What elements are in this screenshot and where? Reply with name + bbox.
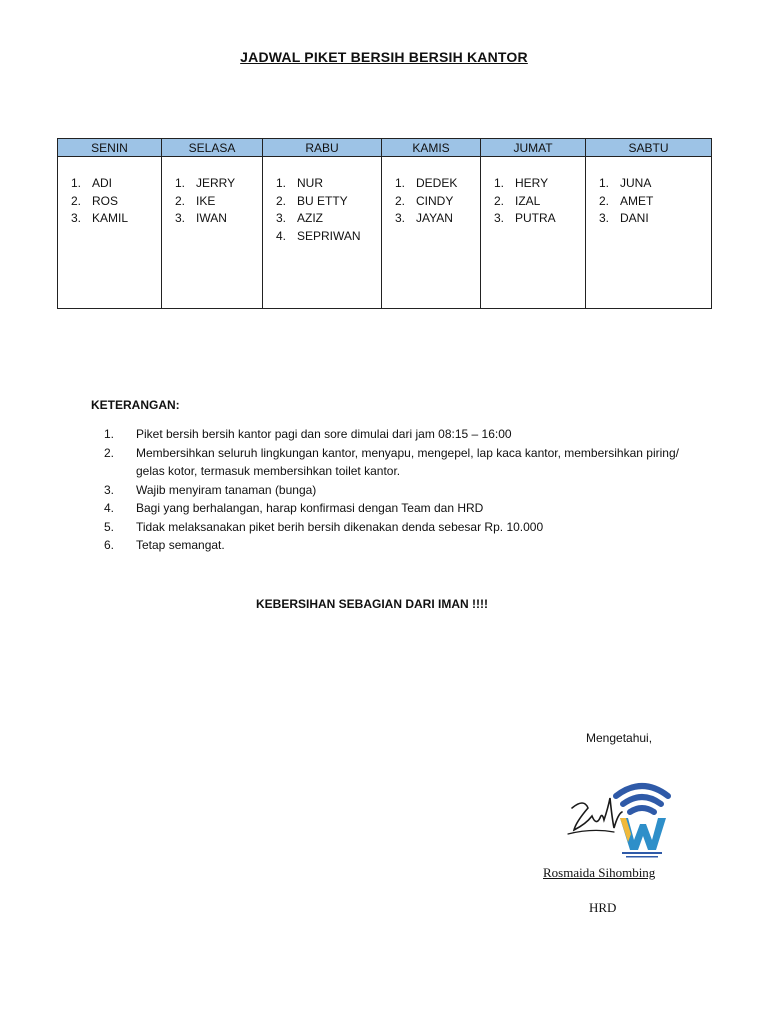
staff-name: IWAN — [196, 211, 227, 225]
schedule-header-row — [58, 139, 712, 157]
staff-name: HERY — [515, 176, 549, 190]
list-item: 1. ADI — [58, 175, 161, 193]
staff-name: IZAL — [515, 193, 541, 208]
day-cell-selasa — [162, 157, 263, 309]
staff-name: DEDEK — [416, 176, 458, 190]
staff-name: JERRY — [196, 176, 236, 190]
signer-role: HRD — [589, 900, 617, 915]
staff-name: ADI — [92, 176, 113, 190]
staff-name: PUTRA — [515, 211, 556, 225]
list-item: 2. BU ETTY — [263, 193, 381, 211]
list-item: 3. PUTRA — [481, 210, 585, 228]
list-item: 3. JAYAN — [382, 210, 480, 228]
logo-icon — [562, 768, 674, 860]
staff-name: CINDY — [416, 193, 454, 208]
list-item: 1. NUR — [263, 175, 381, 193]
day-header-selasa: SELASA — [162, 139, 263, 157]
name-list — [263, 175, 381, 245]
note-text: Wajib menyiram tanaman (bunga) — [136, 482, 317, 497]
list-item: 3. IWAN — [162, 210, 262, 228]
note-item: 5. Tidak melaksanakan piket berih bersih dikenakan denda sebesar Rp. 10.000 — [104, 518, 704, 537]
name-list — [586, 175, 711, 228]
list-item: 2. AMET — [586, 193, 711, 211]
list-item: 1. JERRY — [162, 175, 262, 193]
duty-schedule-table — [57, 138, 712, 309]
day-header-kamis: KAMIS — [382, 139, 481, 157]
list-item: 1. DEDEK — [382, 175, 480, 193]
company-logo-with-signature — [562, 768, 674, 860]
staff-name: NUR — [297, 176, 323, 190]
note-text: Tidak melaksanakan piket berih bersih dikenakan denda sebesar Rp. 10.000 — [136, 519, 544, 534]
slogan-text: KEBERSIHAN SEBAGIAN DARI IMAN !!!! — [256, 597, 488, 611]
list-item: 3. KAMIL — [58, 210, 161, 228]
name-list — [58, 175, 161, 228]
staff-name: IKE — [196, 193, 216, 208]
notes-heading: KETERANGAN: — [91, 398, 180, 412]
note-item: 6. Tetap semangat. — [104, 536, 704, 555]
schedule-names-row — [58, 157, 712, 309]
note-text: Piket bersih bersih kantor pagi dan sore dimulai dari jam 08:15 – 16:00 — [136, 427, 512, 441]
day-header-jumat: JUMAT — [481, 139, 586, 157]
list-item: 1. HERY — [481, 175, 585, 193]
list-item: 2. CINDY — [382, 193, 480, 211]
name-list — [481, 175, 585, 228]
day-cell-rabu — [263, 157, 382, 309]
notes-list — [104, 425, 704, 555]
note-item: 4. Bagi yang berhalangan, harap konfirmasi dengan Team dan HRD — [104, 499, 704, 518]
note-text: Membersihkan seluruh lingkungan kantor, menyapu, mengepel, lap kaca kantor, membersihkan piring/ gelas kotor, termasuk membersihkan toilet kantor. — [136, 445, 679, 478]
list-item: 2. IKE — [162, 193, 262, 211]
acknowledged-label: Mengetahui, — [586, 731, 653, 745]
staff-name: JAYAN — [416, 211, 453, 225]
staff-name: ROS — [92, 193, 119, 208]
document-title: JADWAL PIKET BERSIH BERSIH KANTOR — [240, 49, 528, 65]
day-cell-senin — [58, 157, 162, 309]
note-item: 1. Piket bersih bersih kantor pagi dan sore dimulai dari jam 08:15 – 16:00 — [104, 425, 704, 444]
name-list — [162, 175, 262, 228]
list-item: 4. SEPRIWAN — [263, 228, 381, 246]
day-cell-sabtu — [586, 157, 712, 309]
note-text: Tetap semangat. — [136, 538, 225, 552]
day-cell-kamis — [382, 157, 481, 309]
day-header-rabu: RABU — [263, 139, 382, 157]
day-header-sabtu: SABTU — [586, 139, 712, 157]
staff-name: KAMIL — [92, 211, 129, 225]
staff-name: SEPRIWAN — [297, 228, 361, 243]
day-header-senin: SENIN — [58, 139, 162, 157]
list-item: 3. AZIZ — [263, 210, 381, 228]
list-item: 1. JUNA — [586, 175, 711, 193]
staff-name: AMET — [620, 193, 654, 208]
name-list — [382, 175, 480, 228]
staff-name: BU ETTY — [297, 193, 348, 208]
staff-name: JUNA — [620, 176, 652, 190]
list-item: 2. IZAL — [481, 193, 585, 211]
staff-name: AZIZ — [297, 211, 323, 225]
list-item: 3. DANI — [586, 210, 711, 228]
note-text: Bagi yang berhalangan, harap konfirmasi dengan Team dan HRD — [136, 501, 484, 515]
note-item: 3. Wajib menyiram tanaman (bunga) — [104, 481, 704, 500]
staff-name: DANI — [620, 211, 649, 225]
note-item: 2. Membersihkan seluruh lingkungan kantor, menyapu, mengepel, lap kaca kantor, membersihkan piring/ gelas kotor, termasuk membersihkan toilet kantor. — [104, 444, 704, 481]
signer-name: Rosmaida Sihombing — [543, 865, 656, 880]
day-cell-jumat — [481, 157, 586, 309]
list-item: 2. ROS — [58, 193, 161, 211]
